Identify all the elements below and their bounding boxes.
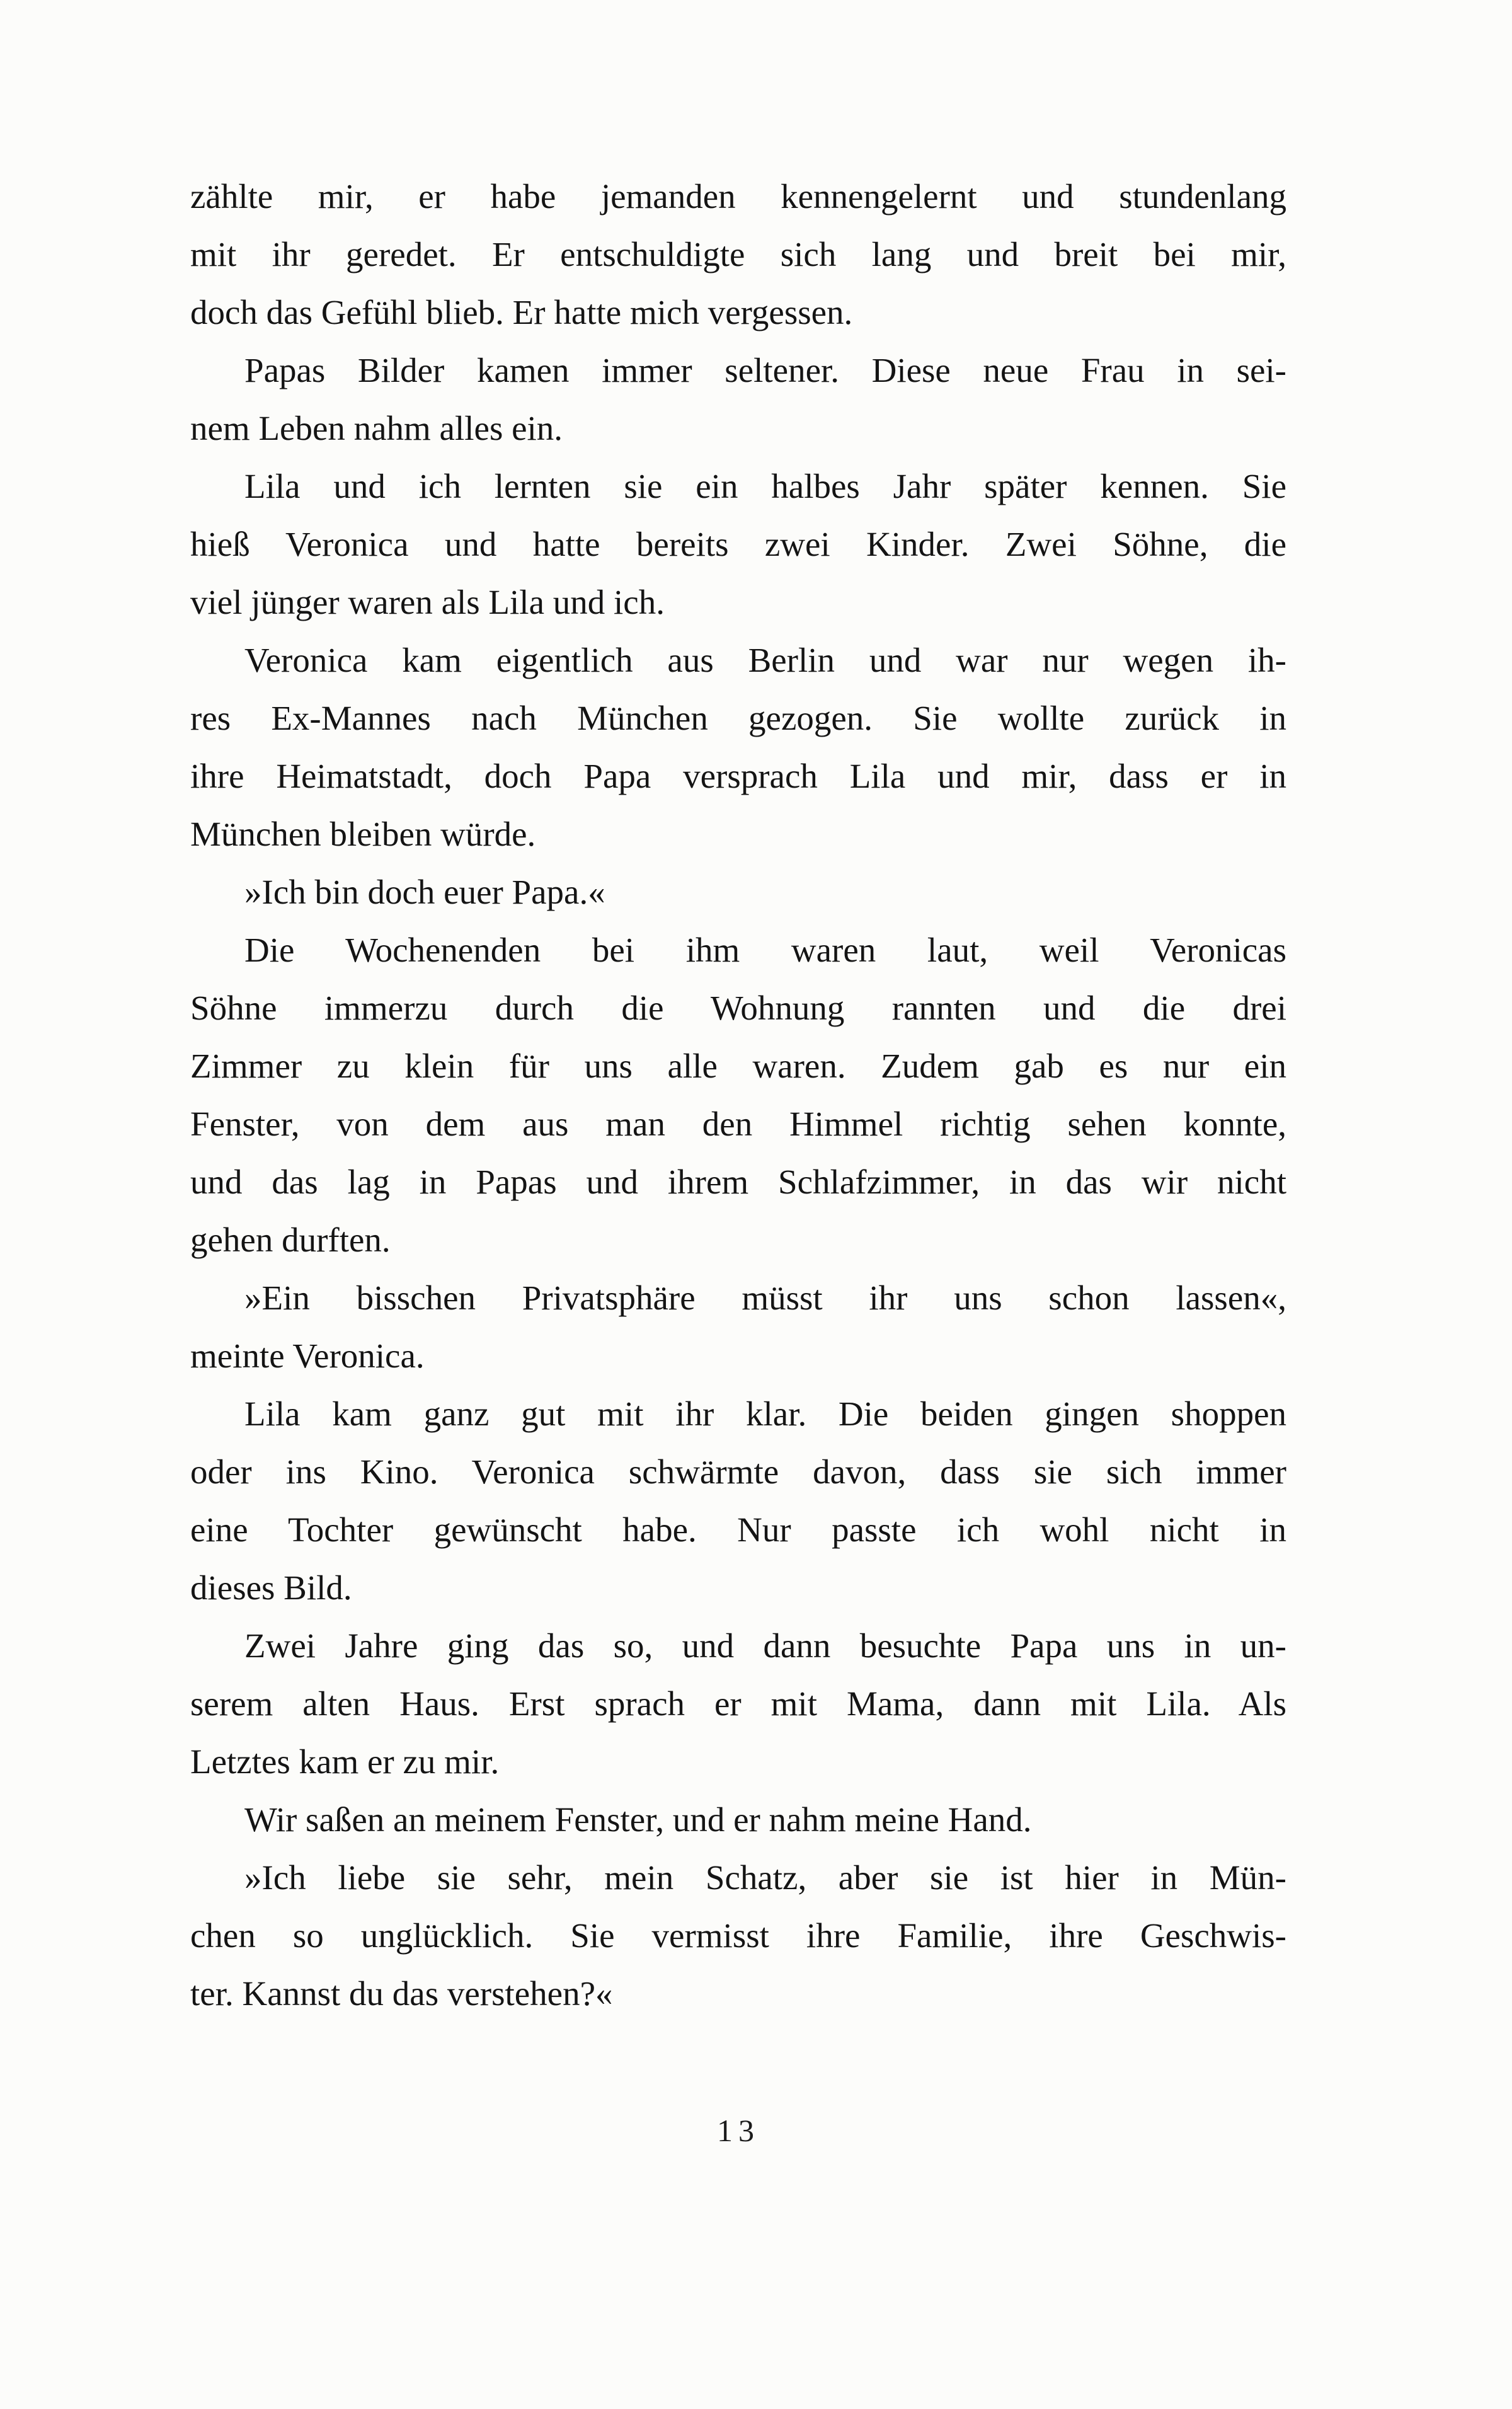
text-line: Letztes kam er zu mir.	[190, 1742, 500, 1781]
text-line: serem alten Haus. Erst sprach er mit Mama, dann mit Lila. Als	[190, 1684, 1286, 1723]
paragraph	[190, 863, 1286, 921]
paragraph	[190, 168, 1286, 342]
text-line: Papas Bilder kamen immer seltener. Diese neue Frau in sei-	[244, 351, 1286, 389]
text-line: ter. Kannst du das verstehen?«	[190, 1974, 613, 2013]
text-line: »Ich bin doch euer Papa.«	[244, 873, 605, 911]
text-line: Veronica kam eigentlich aus Berlin und war nur wegen ih-	[244, 641, 1286, 679]
text-line: hieß Veronica und hatte bereits zwei Kinder. Zwei Söhne, die	[190, 525, 1286, 563]
paragraph	[190, 1269, 1286, 1385]
text-line: Lila und ich lernten sie ein halbes Jahr später kennen. Sie	[244, 467, 1286, 505]
text-line: res Ex-Mannes nach München gezogen. Sie wollte zurück in	[190, 699, 1286, 737]
text-line: nem Leben nahm alles ein.	[190, 409, 563, 447]
text-line: doch das Gefühl blieb. Er hatte mich vergessen.	[190, 293, 853, 331]
text-line: Wir saßen an meinem Fenster, und er nahm meine Hand.	[244, 1800, 1032, 1839]
text-line: ihre Heimatstadt, doch Papa versprach Lila und mir, dass er in	[190, 757, 1286, 795]
text-line: dieses Bild.	[190, 1568, 352, 1607]
text-line: chen so unglücklich. Sie vermisst ihre Familie, ihre Geschwis-	[190, 1916, 1286, 1955]
paragraph	[190, 1617, 1286, 1791]
text-line: mit ihr geredet. Er entschuldigte sich lang und breit bei mir,	[190, 235, 1286, 273]
paragraph	[190, 1791, 1286, 1849]
text-line: Lila kam ganz gut mit ihr klar. Die beiden gingen shoppen	[244, 1394, 1286, 1433]
paragraph	[190, 631, 1286, 863]
text-line: und das lag in Papas und ihrem Schlafzimmer, in das wir nicht	[190, 1163, 1286, 1201]
text-line: zählte mir, er habe jemanden kennengelernt und stundenlang	[190, 177, 1286, 216]
text-line: »Ich liebe sie sehr, mein Schatz, aber sie ist hier in Mün-	[244, 1858, 1286, 1897]
paragraph	[190, 1849, 1286, 2023]
text-line: viel jünger waren als Lila und ich.	[190, 583, 665, 621]
text-block	[190, 168, 1286, 2023]
text-line: Zimmer zu klein für uns alle waren. Zudem gab es nur ein	[190, 1047, 1286, 1085]
text-line: München bleiben würde.	[190, 815, 536, 853]
text-line: »Ein bisschen Privatsphäre müsst ihr uns schon lassen«,	[244, 1279, 1286, 1317]
page-number: 13	[717, 2113, 760, 2148]
text-line: eine Tochter gewünscht habe. Nur passte ich wohl nicht in	[190, 1510, 1286, 1549]
paragraph	[190, 921, 1286, 1269]
paragraph	[190, 457, 1286, 631]
text-line: Söhne immerzu durch die Wohnung rannten und die drei	[190, 989, 1286, 1027]
paragraph	[190, 1385, 1286, 1617]
text-line: gehen durften.	[190, 1221, 391, 1259]
text-line: meinte Veronica.	[190, 1337, 425, 1375]
text-line: Fenster, von dem aus man den Himmel richtig sehen konnte,	[190, 1105, 1286, 1143]
paragraph	[190, 342, 1286, 457]
text-line: Zwei Jahre ging das so, und dann besuchte Papa uns in un-	[244, 1626, 1286, 1665]
text-line: Die Wochenenden bei ihm waren laut, weil Veronicas	[244, 931, 1286, 969]
text-line: oder ins Kino. Veronica schwärmte davon, dass sie sich immer	[190, 1452, 1286, 1491]
